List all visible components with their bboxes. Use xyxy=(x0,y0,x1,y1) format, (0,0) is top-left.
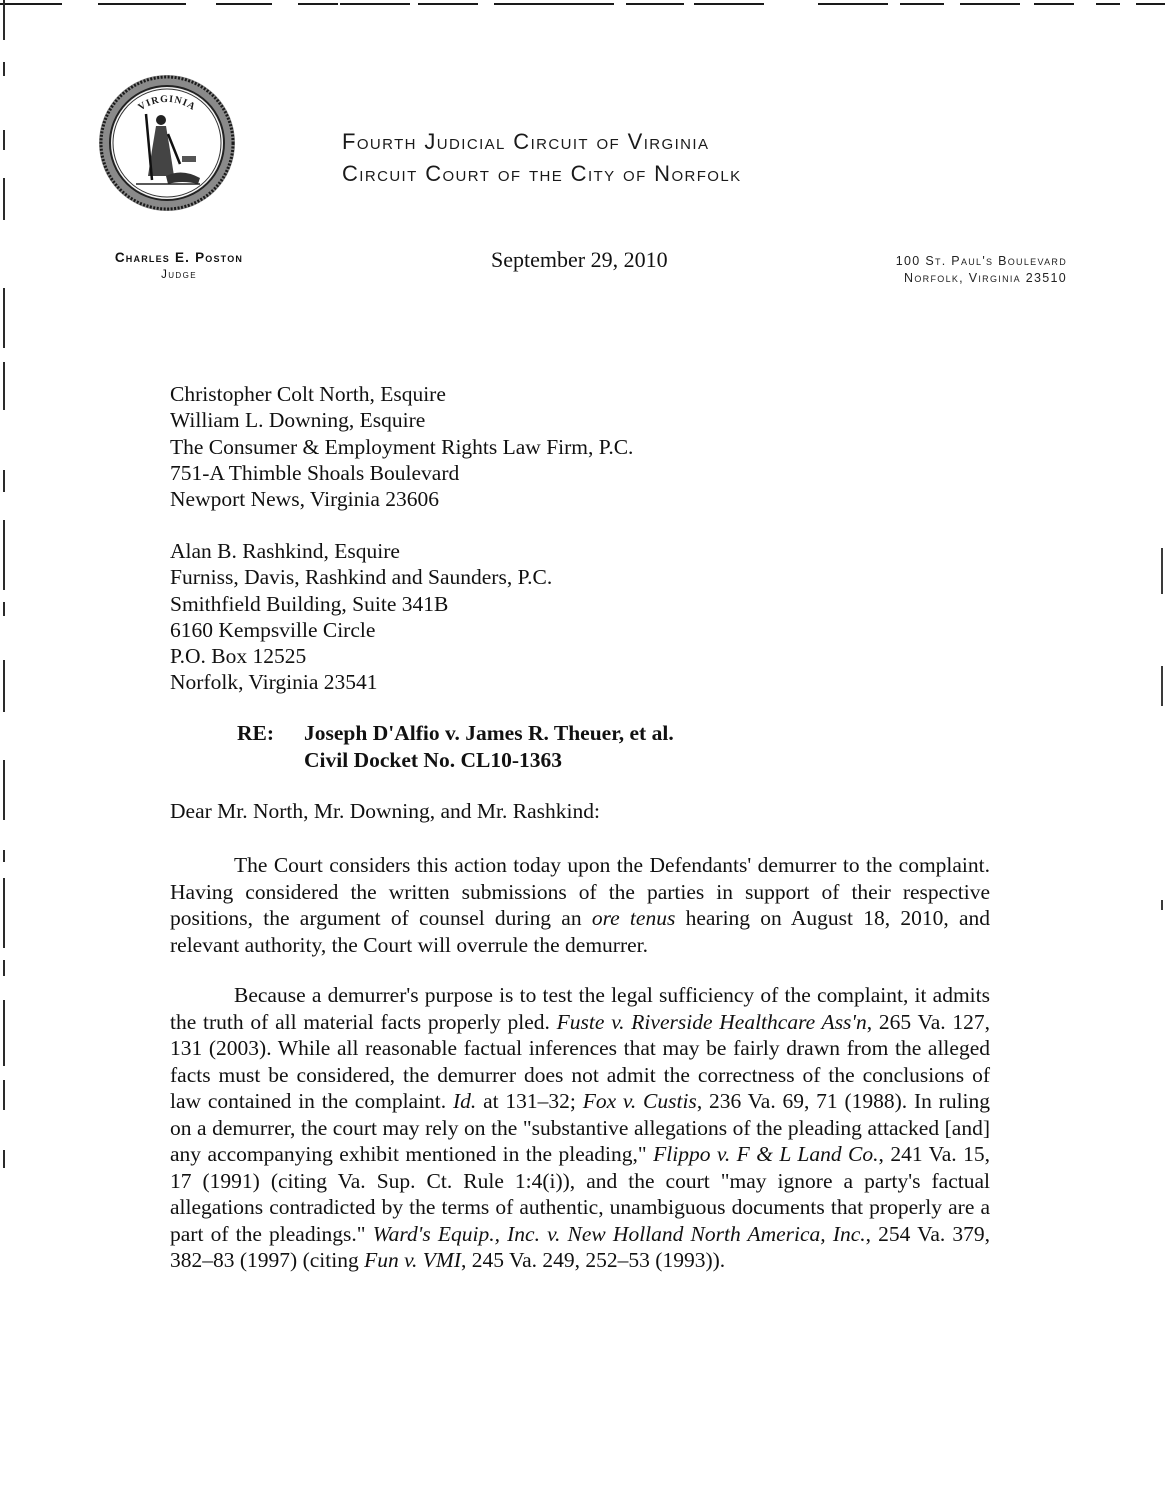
court-address xyxy=(896,253,1067,287)
paragraph-text: , 245 Va. 249, 252–53 (1993)). xyxy=(461,1248,726,1272)
paragraph-text: at 131–32; xyxy=(483,1089,576,1113)
recipient-block xyxy=(170,538,552,696)
scan-artifact-right xyxy=(1157,0,1165,1500)
recipient-line: William L. Downing, Esquire xyxy=(170,408,426,433)
case-citation: Flippo v. F & L Land Co. xyxy=(653,1142,879,1166)
salutation: Dear Mr. North, Mr. Downing, and Mr. Rashkind: xyxy=(170,799,600,823)
judge-name: Charles E. Poston xyxy=(114,250,244,265)
virginia-seal-icon xyxy=(96,72,238,214)
court-heading xyxy=(342,126,742,190)
body-paragraph xyxy=(170,982,990,1274)
case-citation: Fox v. Custis xyxy=(582,1089,697,1113)
court-name: Fourth Judicial Circuit of Virginia xyxy=(342,129,710,154)
judge-block xyxy=(90,250,268,284)
recipient-line: 751-A Thimble Shoals Boulevard xyxy=(170,460,460,485)
re-label: RE: xyxy=(237,721,275,745)
paragraph-text: , 254 Va. 379, 382–83 (1997) (citing xyxy=(170,1221,991,1272)
scan-artifact-top xyxy=(0,0,1165,10)
paragraph-text: The Court considers this action today upon the Defendants' demurrer to the complaint. Having considered the written submissions of the parties in support of their respective positions, the argument of counsel during an xyxy=(170,853,990,930)
svg-text:VIRGINIA: VIRGINIA xyxy=(136,93,198,114)
recipient-line: Christopher Colt North, Esquire xyxy=(170,382,446,406)
body-paragraph xyxy=(170,852,990,958)
case-name: Joseph D'Alfio v. James R. Theuer, et al. xyxy=(304,721,674,745)
case-citation: Fuste v. Riverside Healthcare Ass'n xyxy=(556,1009,867,1034)
paragraph-text: , 236 Va. 69, 71 (1988). In ruling on a demurrer, the court may rely on the "substantive allegations of the pleading attacked [and] any accompanying exhibit mentioned in the pleading," xyxy=(170,1089,991,1166)
recipient-line: The Consumer & Employment Rights Law Firm, P.C. xyxy=(170,434,634,459)
case-citation: Fun v. VMI xyxy=(364,1248,461,1272)
paragraph-text: Because a demurrer's purpose is to test the legal sufficiency of the complaint, it admits the truth of all material facts properly pled. xyxy=(170,983,990,1034)
address-line: Norfolk, Virginia 23510 xyxy=(904,271,1067,285)
recipient-line: Smithfield Building, Suite 341B xyxy=(170,591,449,616)
letter-date: September 29, 2010 xyxy=(491,247,668,272)
case-citation: Ward's Equip., Inc. v. New Holland North America, Inc. xyxy=(372,1221,866,1246)
paragraph-text: , 241 Va. 15, 17 (1991) (citing Va. Sup. Ct. Rule 1:4(i)), and the court "may ignore a party's factual allegations contradicted by the terms of authentic, unambiguous documents that properly are a part of the pleadings." xyxy=(170,1142,990,1246)
recipient-line: Norfolk, Virginia 23541 xyxy=(170,670,378,695)
latin-term: ore tenus xyxy=(591,906,676,930)
recipient-block xyxy=(170,381,633,512)
scan-artifact-left xyxy=(0,0,12,1500)
address-line: 100 St. Paul's Boulevard xyxy=(895,254,1067,268)
paragraph-text: , 265 Va. 127, 131 (2003). While all reasonable factual inferences that may be fairly drawn from the alleged facts must be considered, the demurrer does not admit the correctness of the conclusions of law contained in the complaint. xyxy=(170,1009,991,1113)
docket-number: Civil Docket No. CL10-1363 xyxy=(304,747,562,772)
court-subname: Circuit Court of the City of Norfolk xyxy=(342,161,742,186)
recipient-line: Newport News, Virginia 23606 xyxy=(170,487,440,512)
paragraph-text: hearing on August 18, 2010, and relevant authority, the Court will overrule the demurrer. xyxy=(170,906,990,957)
recipient-line: Alan B. Rashkind, Esquire xyxy=(170,539,400,563)
judge-title: Judge xyxy=(161,269,197,281)
recipient-line: P.O. Box 12525 xyxy=(170,644,307,669)
recipient-line: Furniss, Davis, Rashkind and Saunders, P.C. xyxy=(170,565,553,590)
recipient-line: 6160 Kempsville Circle xyxy=(170,617,376,642)
case-citation: Id. xyxy=(452,1089,477,1113)
